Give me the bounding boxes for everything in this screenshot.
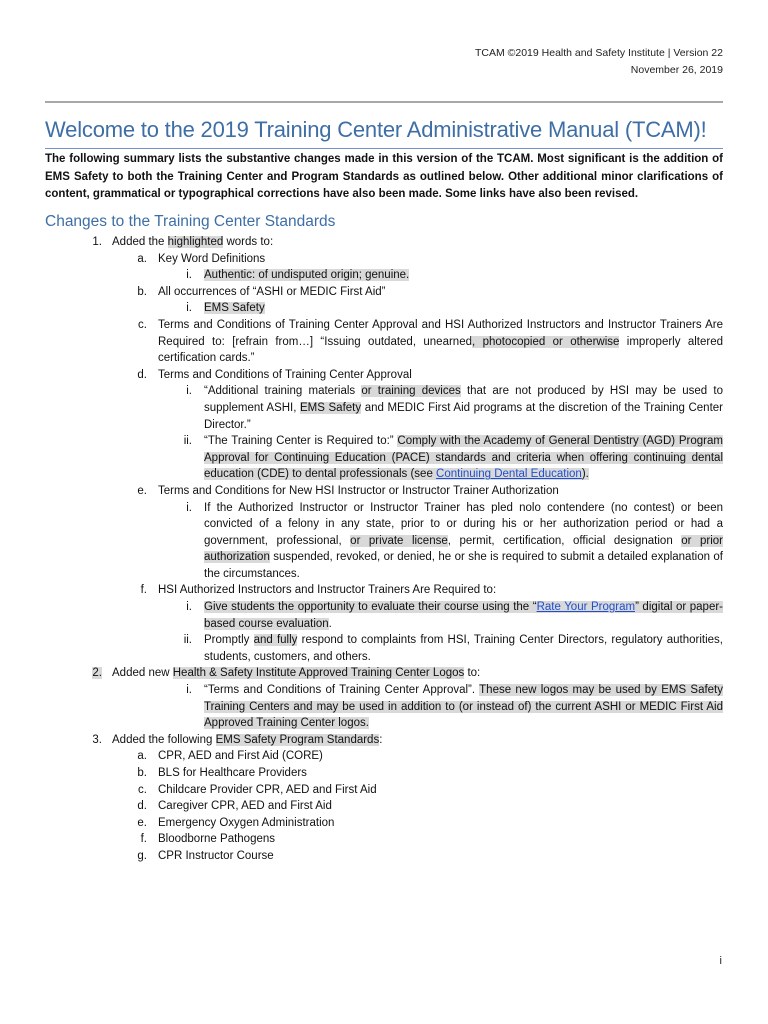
summary-paragraph: The following summary lists the substantive changes made in this version of the TCAM. Most significant is the addition of EMS Safety to both the Training Center and Program Standards as outlined below. Other additional minor clarifications of content, grammatical or typographical corrections have also been made. Some links have also been revised.	[45, 153, 723, 200]
rate-your-program-link[interactable]: Rate Your Program	[536, 601, 636, 614]
list-item: 2. Added new Health & Safety Institute Approved Training Center Logos to:	[0, 665, 768, 682]
list-item: f. Bloodborne Pathogens	[0, 831, 768, 848]
list-item: i. Give students the opportunity to evaluate their course using the “Rate Your Program” digital or paper-based course evaluation.	[0, 599, 768, 632]
header-version-line: TCAM ©2019 Health and Safety Institute | Version 22	[474, 47, 723, 59]
list-item	[0, 300, 768, 317]
list-item: 1. Added the highlighted words to:	[0, 234, 768, 251]
list-item: i. “Terms and Conditions of Training Center Approval”. These new logos may be used by EMS Safety Training Centers and may be used in addition to (or instead of) the current ASHI or MEDIC First Aid Approved Training Center logos.	[0, 682, 768, 732]
header-divider	[45, 101, 723, 103]
header-date: November 26, 2019	[630, 64, 723, 76]
list-item: c. Childcare Provider CPR, AED and First Aid	[0, 782, 768, 799]
page-number: i	[719, 955, 722, 967]
list-item: d. Terms and Conditions of Training Center Approval	[0, 367, 768, 384]
list-item: 3. Added the following EMS Safety Program Standards:	[0, 732, 768, 749]
item-letter: e.	[137, 484, 147, 497]
item-roman: i.	[186, 302, 192, 315]
item-roman: i.	[186, 601, 192, 614]
highlighted-text: or training devices	[361, 385, 461, 398]
item-letter: d.	[137, 800, 147, 813]
item-roman: i.	[186, 385, 192, 398]
list-item: c. Terms and Conditions of Training Center Approval and HSI Authorized Instructors and Instructor Trainers Are Required to: [refrain from…] “Issuing outdated, unearned, photocopied or otherwise improperly altered certification cards.”	[0, 317, 768, 367]
list-item: i. “Additional training materials or training devices that are not produced by HSI may be used to supplement ASHI, EMS Safety and MEDIC First Aid programs at the discretion of the Training Center Director.”	[0, 383, 768, 433]
item-letter: c.	[138, 318, 147, 331]
item-letter: a.	[137, 750, 147, 763]
highlighted-text: EMS Safety	[300, 401, 362, 414]
highlighted-text: Health & Safety Institute Approved Training Center Logos	[172, 667, 465, 680]
list-item: d. Caregiver CPR, AED and First Aid	[0, 798, 768, 815]
item-letter: f.	[140, 833, 147, 846]
highlighted-text: , photocopied or otherwise	[472, 335, 620, 348]
item-letter: f.	[140, 584, 147, 597]
item-number: 2.	[92, 667, 102, 680]
highlighted-text: highlighted	[167, 236, 224, 248]
item-letter: c.	[138, 783, 147, 796]
list-item: e. Terms and Conditions for New HSI Instructor or Instructor Trainer Authorization	[0, 483, 768, 500]
item-number: 1.	[92, 236, 102, 248]
list-item: e. Emergency Oxygen Administration	[0, 815, 768, 832]
item-roman: i.	[186, 684, 192, 697]
highlighted-text: These new logos may be used by EMS Safety Training Centers and may be used in addition to (or instead of) the current ASHI or MEDIC First Aid Approved Training Center logos.	[204, 684, 723, 730]
list-item: ii. Promptly and fully respond to complaints from HSI, Training Center Directors, regulatory authorities, students, customers, and others.	[0, 632, 768, 665]
highlighted-text: Comply with the Academy of General Dentistry (AGD) Program Approval for Continuing Education (PACE) standards and criteria when offering continuing dental education (CDE) to dental professionals (see	[204, 435, 723, 481]
section-heading: Changes to the Training Center Standards	[45, 213, 336, 230]
list-item: b. All occurrences of “ASHI or MEDIC First Aid”	[0, 284, 768, 301]
highlighted-text: or prior authorization	[204, 534, 723, 564]
list-item: f. HSI Authorized Instructors and Instructor Trainers Are Required to:	[0, 582, 768, 599]
item-roman: i.	[186, 501, 192, 514]
list-item	[0, 267, 768, 284]
list-item: g. CPR Instructor Course	[0, 848, 768, 865]
page-header	[475, 45, 723, 79]
item-letter: a.	[137, 252, 147, 265]
highlighted-text: or private license	[350, 534, 448, 547]
highlighted-text: and fully	[253, 634, 298, 647]
changes-list	[0, 234, 768, 865]
continuing-dental-education-link[interactable]: Continuing Dental Education	[436, 468, 582, 481]
highlighted-text: EMS Safety	[204, 302, 265, 315]
highlighted-text: Authentic: of undisputed origin; genuine.	[204, 269, 410, 282]
highlighted-text: Give students the opportunity to evaluate their course using the “	[204, 601, 537, 614]
highlighted-text: ” digital or paper-based course evaluation	[204, 601, 723, 630]
item-roman: ii.	[183, 634, 192, 647]
list-item: i. If the Authorized Instructor or Instructor Trainer has pled nolo contendere (no contest) or been convicted of a felony in any state, prior to or during his or her authorization period or had a government, professional, or private license, permit, certification, official designation or prior authorization suspended, revoked, or denied, he or she is required to submit a detailed explanation of the circumstances.	[0, 500, 768, 583]
list-item: a. Key Word Definitions	[0, 251, 768, 268]
list-item: ii. “The Training Center is Required to:” Comply with the Academy of General Dentistry (AGD) Program Approval for Continuing Education (PACE) standards and criteria when offering continuing dental education (CDE) to dental professionals (see Continuing Dental Education).	[0, 433, 768, 483]
page-title: Welcome to the 2019 Training Center Administrative Manual (TCAM)!	[45, 117, 707, 142]
item-letter: g.	[137, 849, 147, 862]
item-roman: ii.	[183, 435, 192, 448]
item-letter: b.	[137, 767, 147, 779]
title-underline	[45, 148, 723, 149]
item-letter: e.	[137, 816, 147, 829]
list-item: a. CPR, AED and First Aid (CORE)	[0, 748, 768, 765]
item-number: 3.	[92, 733, 102, 746]
highlighted-text: EMS Safety Program Standards	[215, 733, 380, 746]
item-roman: i.	[186, 269, 192, 282]
list-item: b. BLS for Healthcare Providers	[0, 765, 768, 782]
item-letter: d.	[137, 368, 147, 381]
item-letter: b.	[137, 285, 147, 298]
